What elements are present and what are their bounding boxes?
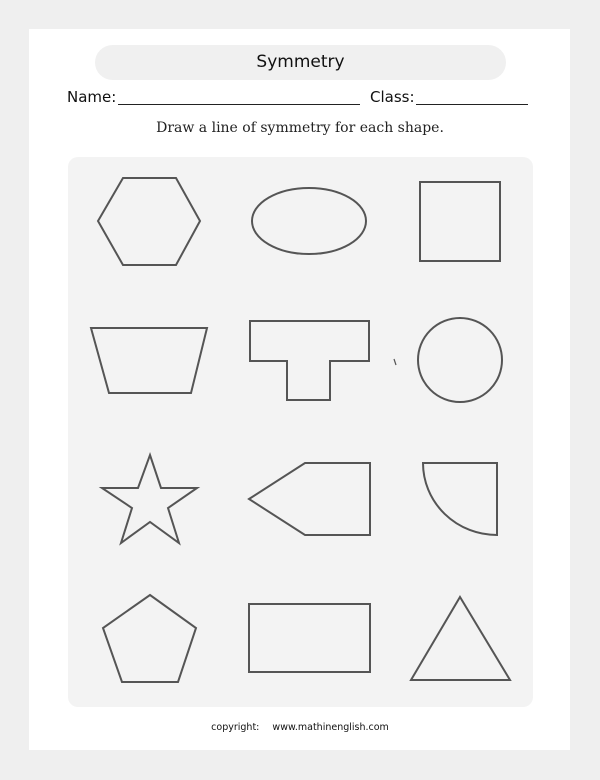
circle-shape[interactable] (418, 318, 502, 402)
stray-mark (394, 359, 396, 365)
pentagon-shape[interactable] (103, 595, 196, 682)
triangle-shape[interactable] (411, 597, 510, 680)
ellipse-shape[interactable] (252, 188, 366, 254)
quarter-circle-shape[interactable] (423, 463, 497, 535)
class-label: Class: (370, 88, 415, 106)
footer (0, 722, 600, 733)
arrow-pentagon-shape[interactable] (249, 463, 370, 535)
website-link[interactable]: www.mathinenglish.com (272, 722, 389, 733)
trapezoid-shape[interactable] (91, 328, 207, 393)
instruction-text: Draw a line of symmetry for each shape. (156, 120, 444, 136)
worksheet-title: Symmetry (95, 45, 506, 80)
rectangle-shape[interactable] (249, 604, 370, 672)
hexagon-shape[interactable] (98, 178, 200, 265)
t-shape[interactable] (250, 321, 369, 400)
star-shape[interactable] (102, 455, 197, 543)
square-shape[interactable] (420, 182, 500, 261)
copyright-label: copyright: (211, 722, 260, 733)
name-label: Name: (67, 88, 117, 106)
